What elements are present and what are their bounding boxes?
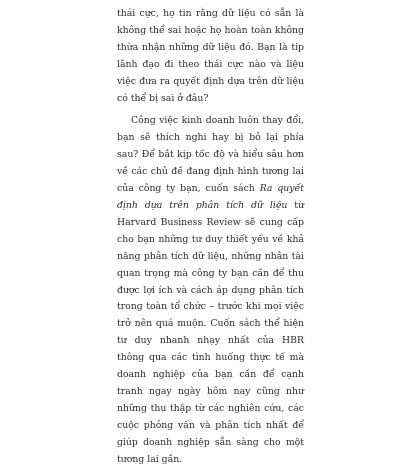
paragraph-text-after-title: từ Harvard Business Review sẽ cung cấp cho bạn những tư duy thiết yếu về khả năng phân tích dữ liệu, những nhân tài quan trọng mà công ty bạn cần để thu được lợi ích và cách áp dụng phân tích trong toàn tổ chức – trước khi mọi việc trở nên quá muộn. Cuốn sách thể hiện tư duy nhanh nhạy nhất của HBR thông qua các tình huống thực tế mà doanh nghiệp của bạn cần để cạnh tranh ngay ngày hôm nay cũng như những thu thập từ các nghiên cứu, các cuộc phỏng vấn và phân tích nhất để giúp doanh nghiệp sẵn sàng cho một tương lai gần. [117, 199, 304, 465]
body-text [117, 6, 304, 468]
paragraph-continuation: thái cực, họ tin rằng dữ liệu có sẵn là không thể sai hoặc họ hoàn toàn không thừa nhận những dữ liệu đó. Bạn là tip lãnh đạo đi theo thái cực nào và liệu việc đưa ra quyết định dựa trên dữ liệu có thể bị sai ở đâu? [117, 8, 304, 104]
paragraph-text-before-title: Công việc kinh doanh luôn thay đổi, bạn sẽ thích nghi hay bị bỏ lại phía sau? Để bắt kịp tốc độ và hiểu sâu hơn về các chủ đề đang định hình tương lai của công ty bạn, cuốn sách [117, 115, 304, 195]
paragraph-description [117, 113, 304, 468]
book-title: Ra quyết định dựa trên phân tích dữ liệu [117, 183, 305, 211]
